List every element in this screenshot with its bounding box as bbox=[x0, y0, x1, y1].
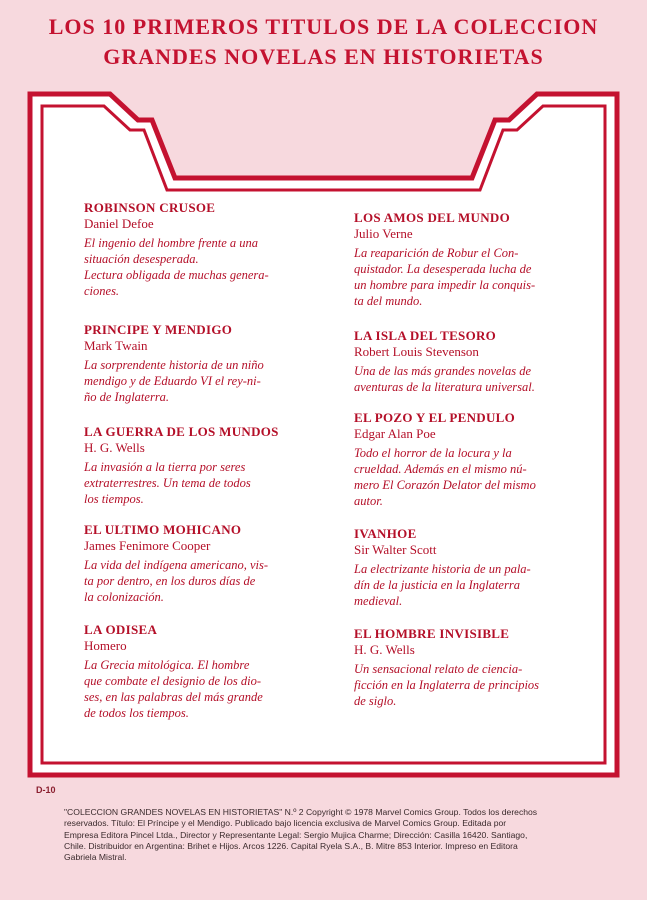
book-author: Mark Twain bbox=[84, 338, 148, 353]
page-code: D-10 bbox=[36, 785, 56, 795]
book-entry bbox=[354, 410, 579, 509]
header-line-1: LOS 10 PRIMEROS TITULOS DE LA COLECCION bbox=[48, 14, 599, 39]
book-title: EL ULTIMO MOHICANO bbox=[84, 522, 242, 537]
book-entry bbox=[84, 522, 324, 605]
book-entry bbox=[354, 328, 579, 395]
book-title: PRINCIPE Y MENDIGO bbox=[84, 322, 233, 337]
footer-line: Gabriela Mistral. bbox=[64, 852, 127, 863]
book-entry bbox=[84, 424, 324, 507]
book-description: El ingenio del hombre frente a una situación desesperada. Lectura obligada de muchas genera- ciones. bbox=[84, 236, 269, 298]
book-title: LA ISLA DEL TESORO bbox=[354, 328, 497, 343]
book-author: Daniel Defoe bbox=[84, 216, 154, 231]
footer-line: "COLECCION GRANDES NOVELAS EN HISTORIETAS" N.º 2 Copyright © 1978 Marvel Comics Group. Todos los derechos bbox=[64, 807, 538, 817]
book-title: LA ODISEA bbox=[84, 622, 158, 637]
book-author: Robert Louis Stevenson bbox=[354, 344, 479, 359]
book-entry bbox=[354, 626, 579, 709]
book-entry bbox=[354, 210, 579, 309]
book-author: James Fenimore Cooper bbox=[84, 538, 211, 553]
book-title: EL POZO Y EL PENDULO bbox=[354, 410, 516, 425]
copyright-footer bbox=[64, 807, 594, 863]
book-description: La Grecia mitológica. El hombre que combate el designio de los dio- ses, en las palabras del más grande de todos los tiempos. bbox=[84, 658, 263, 720]
book-entry bbox=[84, 200, 324, 299]
book-title: EL HOMBRE INVISIBLE bbox=[354, 626, 510, 641]
book-entry bbox=[354, 526, 579, 609]
book-entry bbox=[84, 622, 324, 721]
footer-line: Empresa Editora Pincel Ltda., Director y Representante Legal: Sergio Mujica Charme; Dirección: Casilla 16420. Santiago, bbox=[64, 829, 528, 840]
book-description: Todo el horror de la locura y la crueldad. Además en el mismo nú- mero El Corazón Delator del mismo autor. bbox=[354, 446, 536, 508]
book-entry bbox=[84, 322, 324, 405]
book-description: La sorprendente historia de un niño mendigo y de Eduardo VI el rey-ni- ño de Inglaterra. bbox=[84, 358, 264, 404]
book-title: LA GUERRA DE LOS MUNDOS bbox=[84, 424, 279, 439]
book-author: H. G. Wells bbox=[354, 642, 415, 657]
book-author: Homero bbox=[84, 638, 127, 653]
book-author: Edgar Alan Poe bbox=[354, 426, 436, 441]
book-description: La electrizante historia de un pala- dín de la justicia en la Inglaterra medieval. bbox=[354, 562, 531, 608]
header-line-2: GRANDES NOVELAS EN HISTORIETAS bbox=[103, 44, 544, 69]
book-author: Sir Walter Scott bbox=[354, 542, 437, 557]
book-description: Una de las más grandes novelas de aventuras de la literatura universal. bbox=[354, 364, 535, 394]
book-title: IVANHOE bbox=[354, 526, 417, 541]
footer-line: reservados. Título: El Príncipe y el Mendigo. Publicado bajo licencia exclusiva de Marvel Comics Group. Editada por bbox=[64, 818, 507, 829]
book-description: La reaparición de Robur el Con- quistador. La desesperada lucha de un hombre para impedir la conquis- ta del mundo. bbox=[354, 246, 536, 308]
book-description: Un sensacional relato de ciencia- ficción en la Inglaterra de principios de siglo. bbox=[354, 662, 540, 708]
book-title: LOS AMOS DEL MUNDO bbox=[354, 210, 511, 225]
book-title: ROBINSON CRUSOE bbox=[84, 200, 216, 215]
book-author: H. G. Wells bbox=[84, 440, 145, 455]
book-author: Julio Verne bbox=[354, 226, 413, 241]
book-description: La invasión a la tierra por seres extraterrestres. Un tema de todos los tiempos. bbox=[84, 460, 251, 506]
footer-line: Chile. Distribuidor en Argentina: Brihet e Hijos. Arcos 1226. Capital Ryela S.A., B. Mitre 853 Interior. Impreso en Editora bbox=[64, 840, 518, 851]
book-description: La vida del indígena americano, vis- ta por dentro, en los duros días de la colonización. bbox=[84, 558, 268, 604]
